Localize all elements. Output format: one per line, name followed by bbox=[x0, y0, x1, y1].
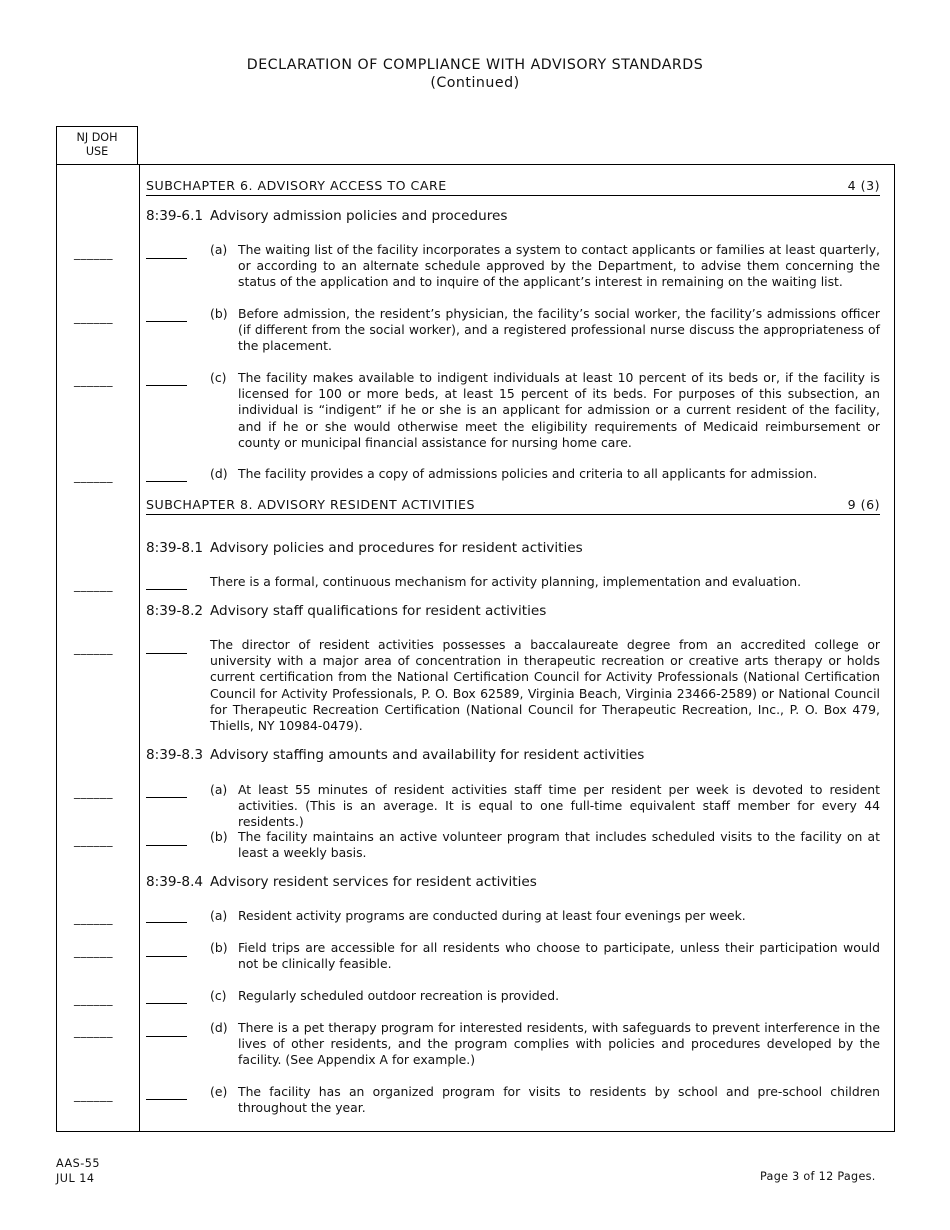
form-date: JUL 14 bbox=[56, 1172, 95, 1185]
item-letter-8-4-d: (d) bbox=[210, 1020, 228, 1035]
item-text-8-4-a: Resident activity programs are conducted during at least four evenings per week. bbox=[238, 908, 746, 923]
item-letter-8-3-a: (a) bbox=[210, 782, 228, 797]
njdoh-mark-8-4-c[interactable]: ______ bbox=[74, 992, 113, 1006]
compliance-blank-8-1[interactable] bbox=[146, 589, 187, 590]
item-letter-8-4-c: (c) bbox=[210, 988, 227, 1003]
title-line-2: (Continued) bbox=[430, 75, 520, 91]
njdoh-mark-8-3-a[interactable]: ______ bbox=[74, 785, 113, 799]
item-text-6-1-a: The waiting list of the facility incorporates a system to contact applicants or families at least quarterly, or according to an alternate schedule approved by the Department, to advise them concerning the status of the application and to inquire of the applicant’s interest in remaining on the waiting list. bbox=[238, 242, 880, 290]
item-text-8-2: The director of resident activities possesses a baccalaureate degree from an accredited college or university with a major area of concentration in therapeutic recreation or creative arts therapy or holds current certification from the National Certification Council for Activity Professionals (National Certification Council for Activity Professionals, P. O. Box 62589, Virginia Beach, Virginia 23466-2589) or National Council for Therapeutic Recreation Certification (National Council for Therapeutic Recreation, Inc., P. O. Box 479, Thiells, NY 10984-0479). bbox=[210, 637, 880, 734]
subchapter-8-title: SUBCHAPTER 8. ADVISORY RESIDENT ACTIVITIES bbox=[146, 497, 475, 512]
subchapter-6-heading bbox=[146, 178, 880, 196]
item-letter-8-4-a: (a) bbox=[210, 908, 228, 923]
item-text-8-3-b: The facility maintains an active volunteer program that includes scheduled visits to the facility on at least a weekly basis. bbox=[238, 829, 880, 861]
form-id: AAS-55 bbox=[56, 1157, 100, 1170]
item-text-6-1-d: The facility provides a copy of admissions policies and criteria to all applicants for admission. bbox=[238, 466, 818, 481]
section-code-8-4: 8:39-8.4 bbox=[146, 874, 204, 890]
compliance-blank-8-4-d[interactable] bbox=[146, 1036, 187, 1037]
njdoh-mark-6-1-b[interactable]: ______ bbox=[74, 310, 113, 324]
njdoh-mark-8-2[interactable]: ______ bbox=[74, 641, 113, 655]
section-title-8-1: Advisory policies and procedures for resident activities bbox=[210, 540, 583, 556]
compliance-blank-8-3-a[interactable] bbox=[146, 797, 187, 798]
compliance-blank-6-1-d[interactable] bbox=[146, 481, 187, 482]
section-title-8-3: Advisory staffing amounts and availability for resident activities bbox=[210, 747, 645, 763]
subchapter-8-score: 9 (6) bbox=[847, 497, 880, 512]
page-title bbox=[0, 56, 950, 92]
njdoh-mark-8-3-b[interactable]: ______ bbox=[74, 833, 113, 847]
section-title-6-1: Advisory admission policies and procedures bbox=[210, 208, 508, 224]
item-letter-6-1-d: (d) bbox=[210, 466, 228, 481]
item-letter-8-4-b: (b) bbox=[210, 940, 228, 955]
njdoh-mark-6-1-d[interactable]: ______ bbox=[74, 469, 113, 483]
section-code-8-3: 8:39-8.3 bbox=[146, 747, 204, 763]
njdoh-mark-8-1[interactable]: ______ bbox=[74, 578, 113, 592]
section-title-8-2: Advisory staff qualifications for resident activities bbox=[210, 603, 547, 619]
compliance-blank-8-4-b[interactable] bbox=[146, 956, 187, 957]
item-text-6-1-c: The facility makes available to indigent individuals at least 10 percent of its beds or, if the facility is licensed for 100 or more beds, at least 15 percent of its beds. For purposes of this subsection, an individual is “indigent” if he or she is an applicant for admission or a current resident of the facility, and if he or she would otherwise meet the eligibility requirements of Medicaid reimbursement or county or municipal financial assistance for nursing home care. bbox=[238, 370, 880, 450]
item-letter-8-3-b: (b) bbox=[210, 829, 228, 844]
subchapter-6-score: 4 (3) bbox=[847, 178, 880, 193]
use-label: USE bbox=[85, 145, 109, 158]
compliance-blank-8-3-b[interactable] bbox=[146, 845, 187, 846]
item-text-6-1-b: Before admission, the resident’s physician, the facility’s social worker, the facility’s admissions officer (if different from the social worker), and a registered professional nurse discuss the appropriateness of the placement. bbox=[238, 306, 880, 354]
title-line-1: DECLARATION OF COMPLIANCE WITH ADVISORY STANDARDS bbox=[246, 57, 704, 73]
item-letter-8-4-e: (e) bbox=[210, 1084, 228, 1099]
compliance-blank-8-4-c[interactable] bbox=[146, 1003, 187, 1004]
compliance-blank-6-1-b[interactable] bbox=[146, 321, 187, 322]
compliance-blank-8-4-a[interactable] bbox=[146, 922, 187, 923]
njdoh-mark-8-4-b[interactable]: ______ bbox=[74, 944, 113, 958]
section-code-8-1: 8:39-8.1 bbox=[146, 540, 204, 556]
section-code-8-2: 8:39-8.2 bbox=[146, 603, 204, 619]
njdoh-mark-8-4-e[interactable]: ______ bbox=[74, 1088, 113, 1102]
section-code-6-1: 8:39-6.1 bbox=[146, 208, 204, 224]
section-title-8-4: Advisory resident services for resident activities bbox=[210, 874, 537, 890]
item-letter-6-1-a: (a) bbox=[210, 242, 228, 257]
compliance-blank-6-1-c[interactable] bbox=[146, 385, 187, 386]
njdoh-use-header bbox=[56, 126, 138, 164]
item-text-8-4-c: Regularly scheduled outdoor recreation is provided. bbox=[238, 988, 560, 1003]
subchapter-6-title: SUBCHAPTER 6. ADVISORY ACCESS TO CARE bbox=[146, 178, 447, 193]
njdoh-mark-8-4-d[interactable]: ______ bbox=[74, 1024, 113, 1038]
compliance-blank-8-4-e[interactable] bbox=[146, 1099, 187, 1100]
subchapter-8-heading bbox=[146, 497, 880, 515]
footer-form-info bbox=[56, 1156, 100, 1186]
compliance-blank-8-2[interactable] bbox=[146, 653, 187, 654]
njdoh-mark-8-4-a[interactable]: ______ bbox=[74, 911, 113, 925]
page-number: Page 3 of 12 Pages. bbox=[760, 1170, 876, 1183]
compliance-blank-6-1-a[interactable] bbox=[146, 258, 187, 259]
item-text-8-4-d: There is a pet therapy program for interested residents, with safeguards to prevent interference in the lives of other residents, and the program complies with policies and procedures developed by the facility. (See Appendix A for example.) bbox=[238, 1020, 880, 1068]
item-text-8-4-e: The facility has an organized program for visits to residents by school and pre-school children throughout the year. bbox=[238, 1084, 880, 1116]
column-divider bbox=[139, 164, 140, 1132]
njdoh-mark-6-1-c[interactable]: ______ bbox=[74, 373, 113, 387]
njdoh-label: NJ DOH bbox=[76, 131, 118, 144]
item-text-8-3-a: At least 55 minutes of resident activities staff time per resident per week is devoted to resident activities. (This is an average. It is equal to one full-time equivalent staff member for every 44 residents.) bbox=[238, 782, 880, 830]
item-letter-6-1-b: (b) bbox=[210, 306, 228, 321]
item-text-8-4-b: Field trips are accessible for all residents who choose to participate, unless their participation would not be clinically feasible. bbox=[238, 940, 880, 972]
item-letter-6-1-c: (c) bbox=[210, 370, 227, 385]
njdoh-mark-6-1-a[interactable]: ______ bbox=[74, 246, 113, 260]
item-text-8-1: There is a formal, continuous mechanism for activity planning, implementation and evaluation. bbox=[210, 574, 802, 589]
